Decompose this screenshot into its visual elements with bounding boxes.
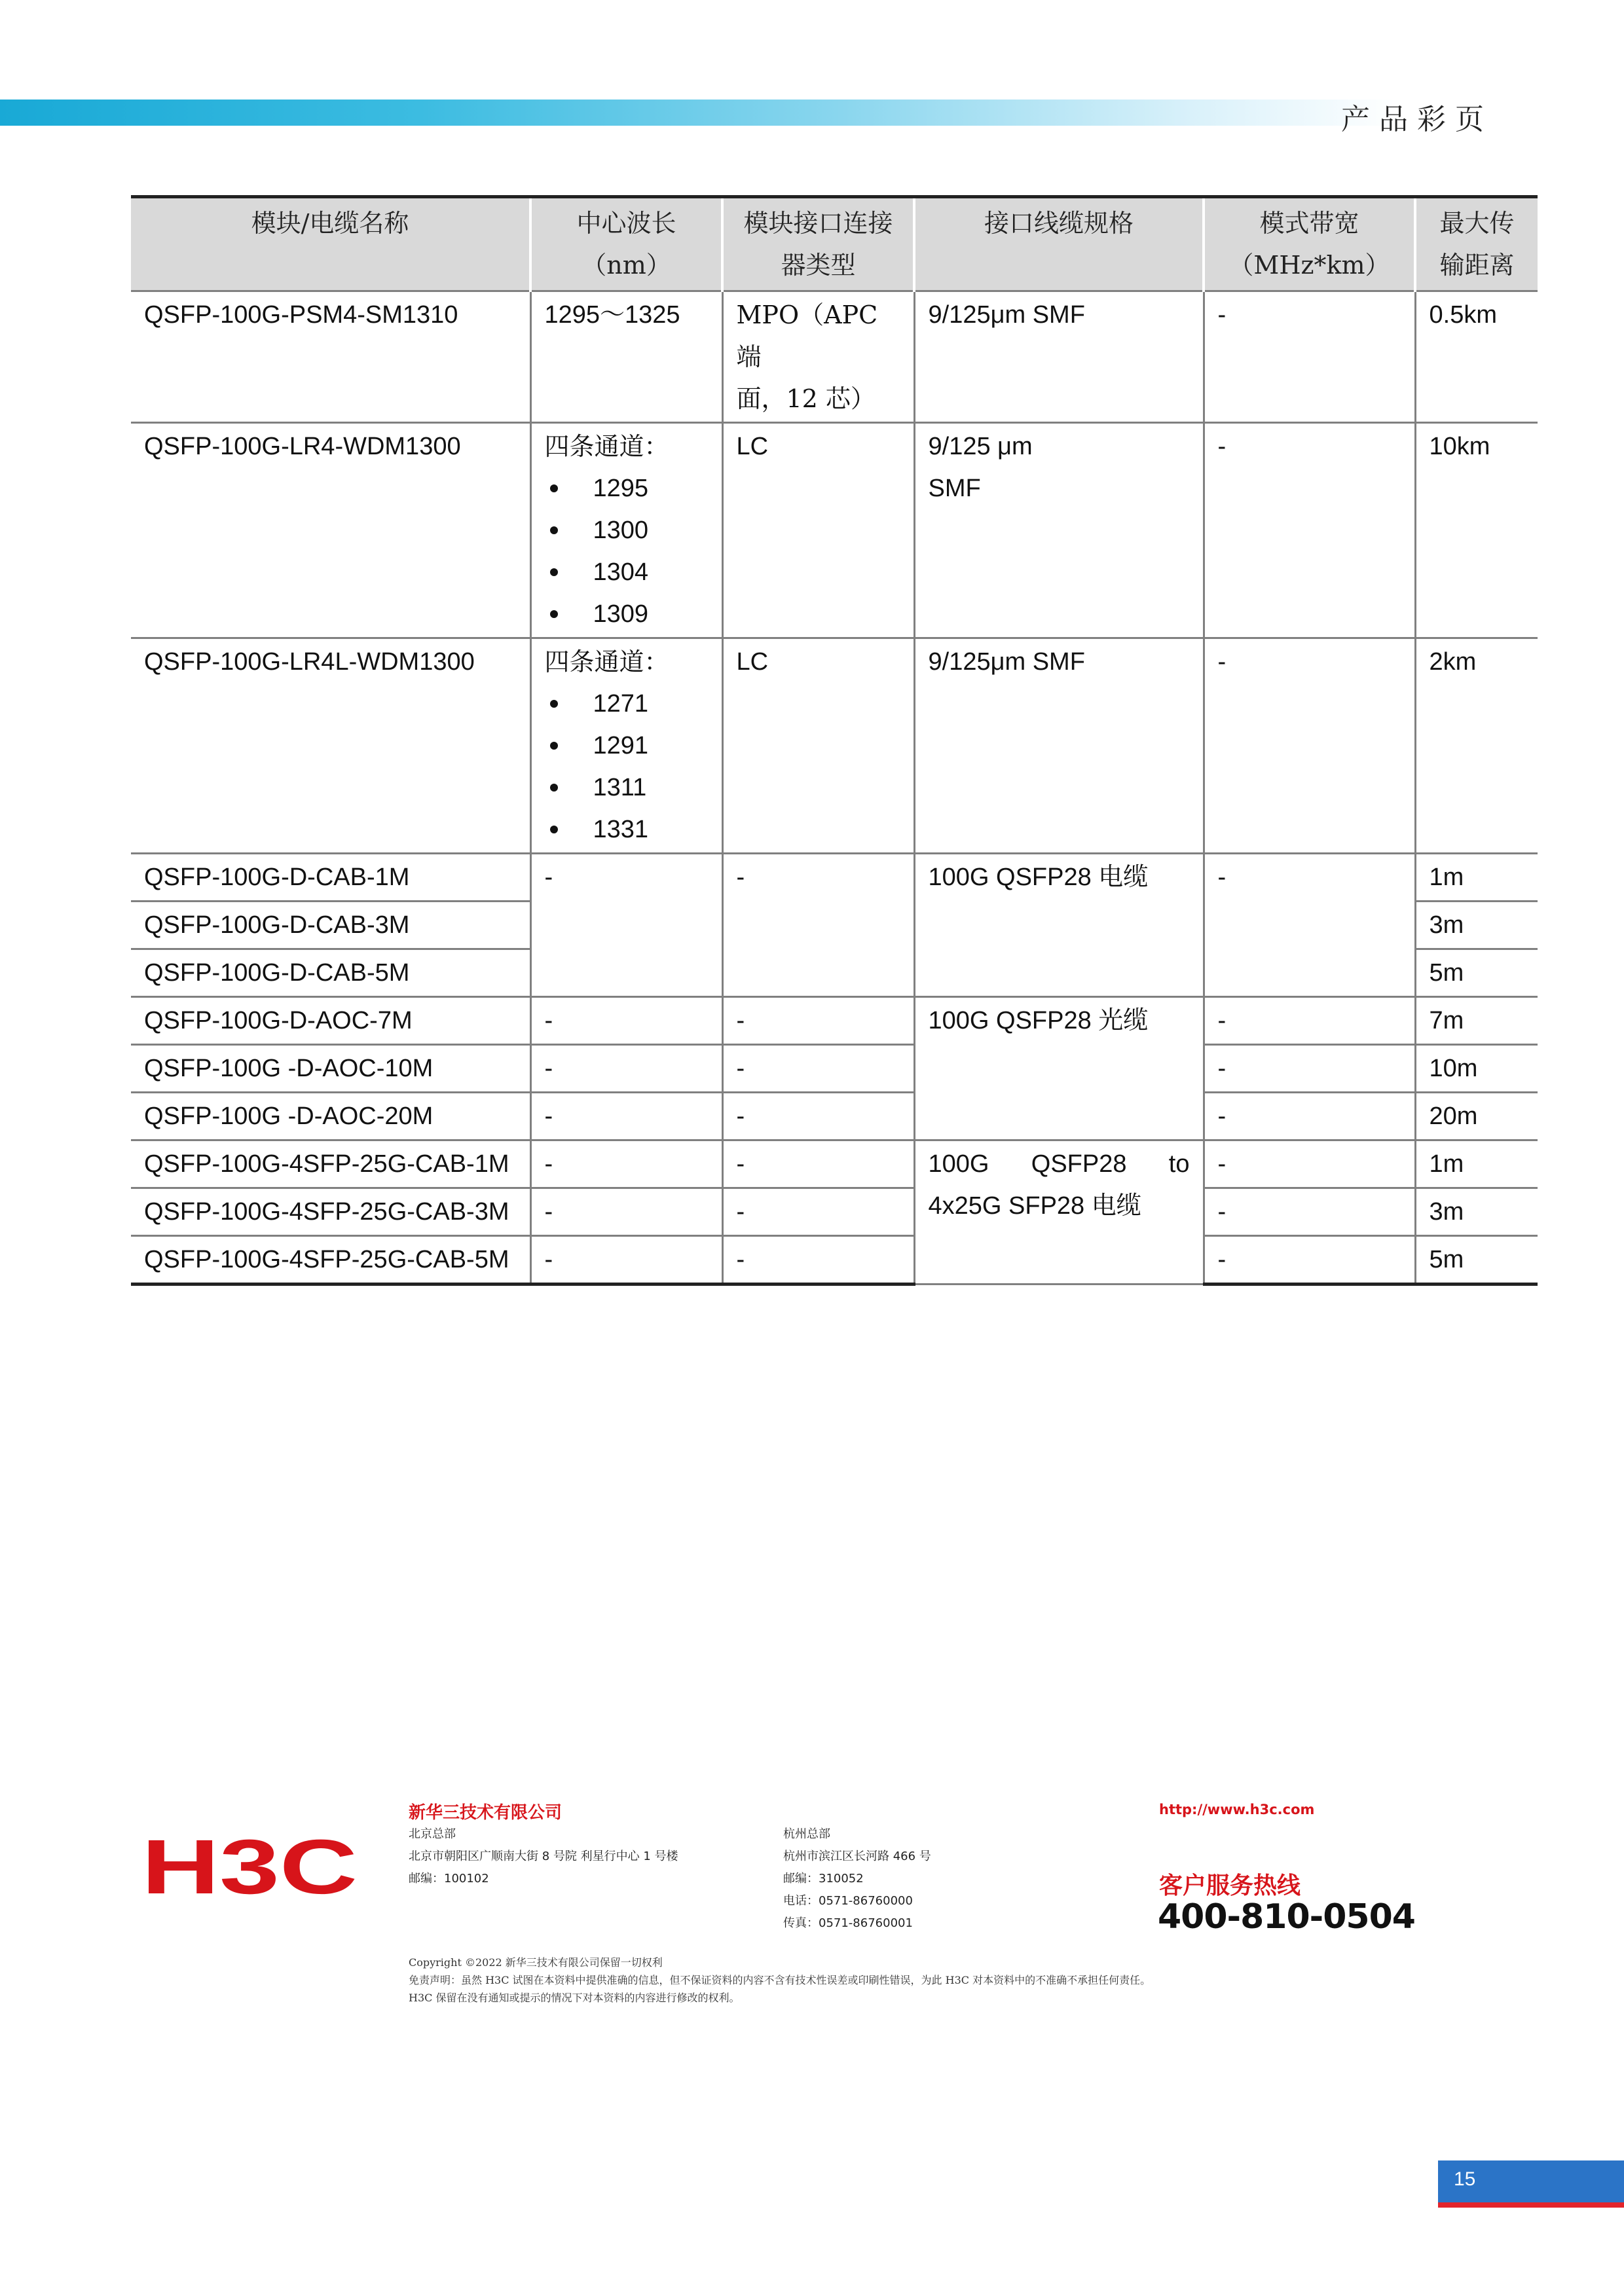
channel-list	[545, 683, 709, 850]
page-section-label: 产品彩页	[1341, 103, 1493, 136]
cell-distance: 7m	[1415, 997, 1538, 1045]
bullet-icon	[550, 526, 558, 534]
channel-list	[545, 467, 709, 635]
cell-wavelength: -	[530, 854, 722, 997]
cell-bandwidth: -	[1204, 1140, 1415, 1188]
table-header-row	[131, 197, 1538, 291]
list-item: 1291	[545, 725, 709, 767]
cell-wavelength: -	[530, 1093, 722, 1140]
cell-wavelength	[530, 423, 722, 638]
disclaimer: 免责声明：虽然 H3C 试图在本资料中提供准确的信息，但不保证资料的内容不含有技术性误差或印刷性错误，为此 H3C 对本资料中的不准确不承担任何责任。	[409, 1974, 1151, 1986]
cell-distance: 1m	[1415, 1140, 1538, 1188]
list-item: 1331	[545, 809, 709, 850]
channel-title: 四条通道：	[544, 432, 669, 461]
list-item: 1309	[545, 593, 709, 635]
cell-distance: 3m	[1415, 1188, 1538, 1236]
cell-distance: 10m	[1415, 1045, 1538, 1093]
cell-wavelength: -	[530, 1236, 722, 1285]
table-row	[131, 423, 1538, 638]
cell-bandwidth: -	[1204, 1236, 1415, 1285]
cell-cable: 100G QSFP28 光缆	[914, 997, 1204, 1140]
cell-wavelength	[530, 638, 722, 854]
company-name: 新华三技术有限公司	[409, 1803, 563, 1823]
cell-distance: 0.5km	[1415, 291, 1538, 423]
cell-name: QSFP-100G-LR4-WDM1300	[131, 423, 530, 638]
rights-notice: H3C 保留在没有通知或提示的情况下对本资料的内容进行修改的权利。	[409, 1992, 740, 2004]
channel-title: 四条通道：	[544, 647, 669, 676]
hotline-number: 400-810-0504	[1158, 1897, 1415, 1937]
list-item: 1271	[545, 683, 709, 725]
copyright: Copyright ©2022 新华三技术有限公司保留一切权利	[409, 1956, 663, 1969]
cell-distance: 1m	[1415, 854, 1538, 902]
header-wavelength: 中心波长 （nm）	[530, 197, 722, 291]
cell-bandwidth: -	[1204, 997, 1415, 1045]
cell-wavelength: -	[530, 1188, 722, 1236]
bullet-icon	[550, 484, 558, 492]
cell-name: QSFP-100G-D-AOC-7M	[131, 997, 530, 1045]
cell-connector: -	[722, 1045, 914, 1093]
cell-connector: -	[722, 997, 914, 1045]
legal-notice	[409, 1954, 1151, 2007]
bullet-icon	[550, 610, 558, 618]
cell-cable: 9/125 μm SMF	[914, 423, 1204, 638]
svg-text:H3C: H3C	[141, 1832, 358, 1904]
bullet-icon	[550, 568, 558, 576]
cell-name: QSFP-100G-4SFP-25G-CAB-3M	[131, 1188, 530, 1236]
cell-connector: -	[722, 1140, 914, 1188]
bullet-icon	[550, 742, 558, 750]
cell-distance: 20m	[1415, 1093, 1538, 1140]
cable-line-1: 100G QSFP28 to	[928, 1150, 1190, 1178]
cell-wavelength: 1295～1325	[530, 291, 722, 423]
cell-connector: -	[722, 854, 914, 997]
bullet-icon	[550, 700, 558, 708]
table-row	[131, 291, 1538, 423]
table-row	[131, 1045, 1538, 1093]
h3c-logo	[141, 1832, 360, 1904]
table-row	[131, 854, 1538, 902]
cell-bandwidth: -	[1204, 1045, 1415, 1093]
cell-bandwidth: -	[1204, 1188, 1415, 1236]
cell-distance: 5m	[1415, 949, 1538, 997]
list-item: 1311	[545, 767, 709, 809]
table-row	[131, 1140, 1538, 1188]
cell-connector: -	[722, 1188, 914, 1236]
cable-line-2: 4x25G SFP28 电缆	[928, 1192, 1141, 1220]
cell-bandwidth: -	[1204, 423, 1415, 638]
cell-name: QSFP-100G -D-AOC-20M	[131, 1093, 530, 1140]
cell-name: QSFP-100G -D-AOC-10M	[131, 1045, 530, 1093]
list-item: 1304	[545, 551, 709, 593]
cell-cable	[914, 1140, 1204, 1285]
cell-wavelength: -	[530, 997, 722, 1045]
cell-connector: MPO（APC 端 面，12 芯）	[722, 291, 914, 423]
module-spec-table	[131, 195, 1538, 1286]
cell-cable: 9/125μm SMF	[914, 291, 1204, 423]
list-item: 1295	[545, 467, 709, 509]
table-row	[131, 1093, 1538, 1140]
cell-name: QSFP-100G-LR4L-WDM1300	[131, 638, 530, 854]
cell-name: QSFP-100G-4SFP-25G-CAB-1M	[131, 1140, 530, 1188]
list-item: 1300	[545, 509, 709, 551]
header-module-name: 模块/电缆名称	[131, 197, 530, 291]
cell-bandwidth: -	[1204, 638, 1415, 854]
cell-connector: LC	[722, 423, 914, 638]
cell-bandwidth: -	[1204, 1093, 1415, 1140]
cell-connector: LC	[722, 638, 914, 854]
bullet-icon	[550, 826, 558, 833]
cell-name: QSFP-100G-D-CAB-3M	[131, 902, 530, 949]
header-cable-spec: 接口线缆规格	[914, 197, 1204, 291]
header-connector: 模块接口连接 器类型	[722, 197, 914, 291]
cell-connector: -	[722, 1093, 914, 1140]
cell-distance: 5m	[1415, 1236, 1538, 1285]
hangzhou-office: 杭州总部 杭州市滨江区长河路 466 号 邮编：310052 电话：0571-86760000 传真：0571-86760001	[783, 1827, 931, 1930]
cell-wavelength: -	[530, 1140, 722, 1188]
table-row	[131, 1188, 1538, 1236]
table-row	[131, 1236, 1538, 1285]
header-modal-bandwidth: 模式带宽 （MHz*km）	[1204, 197, 1415, 291]
website-link[interactable]: http://www.h3c.com	[1159, 1802, 1315, 1817]
cell-name: QSFP-100G-PSM4-SM1310	[131, 291, 530, 423]
cell-name: QSFP-100G-D-CAB-5M	[131, 949, 530, 997]
cell-bandwidth: -	[1204, 854, 1415, 997]
header-max-distance: 最大传 输距离	[1415, 197, 1538, 291]
beijing-office: 北京总部 北京市朝阳区广顺南大街 8 号院 利星行中心 1 号楼 邮编：100102	[409, 1827, 678, 1886]
cell-bandwidth: -	[1204, 291, 1415, 423]
cell-name: QSFP-100G-4SFP-25G-CAB-5M	[131, 1236, 530, 1285]
hotline-label: 客户服务热线	[1159, 1872, 1301, 1899]
cell-distance: 10km	[1415, 423, 1538, 638]
cell-connector: -	[722, 1236, 914, 1285]
cell-distance: 3m	[1415, 902, 1538, 949]
page-number: 15	[1454, 2168, 1476, 2190]
cell-wavelength: -	[530, 1045, 722, 1093]
page-number-badge	[1438, 2160, 1624, 2208]
table-row	[131, 997, 1538, 1045]
table-row	[131, 638, 1538, 854]
cell-cable: 9/125μm SMF	[914, 638, 1204, 854]
header-band	[0, 100, 1401, 126]
bullet-icon	[550, 784, 558, 792]
cell-cable: 100G QSFP28 电缆	[914, 854, 1204, 997]
cell-name: QSFP-100G-D-CAB-1M	[131, 854, 530, 902]
cell-distance: 2km	[1415, 638, 1538, 854]
